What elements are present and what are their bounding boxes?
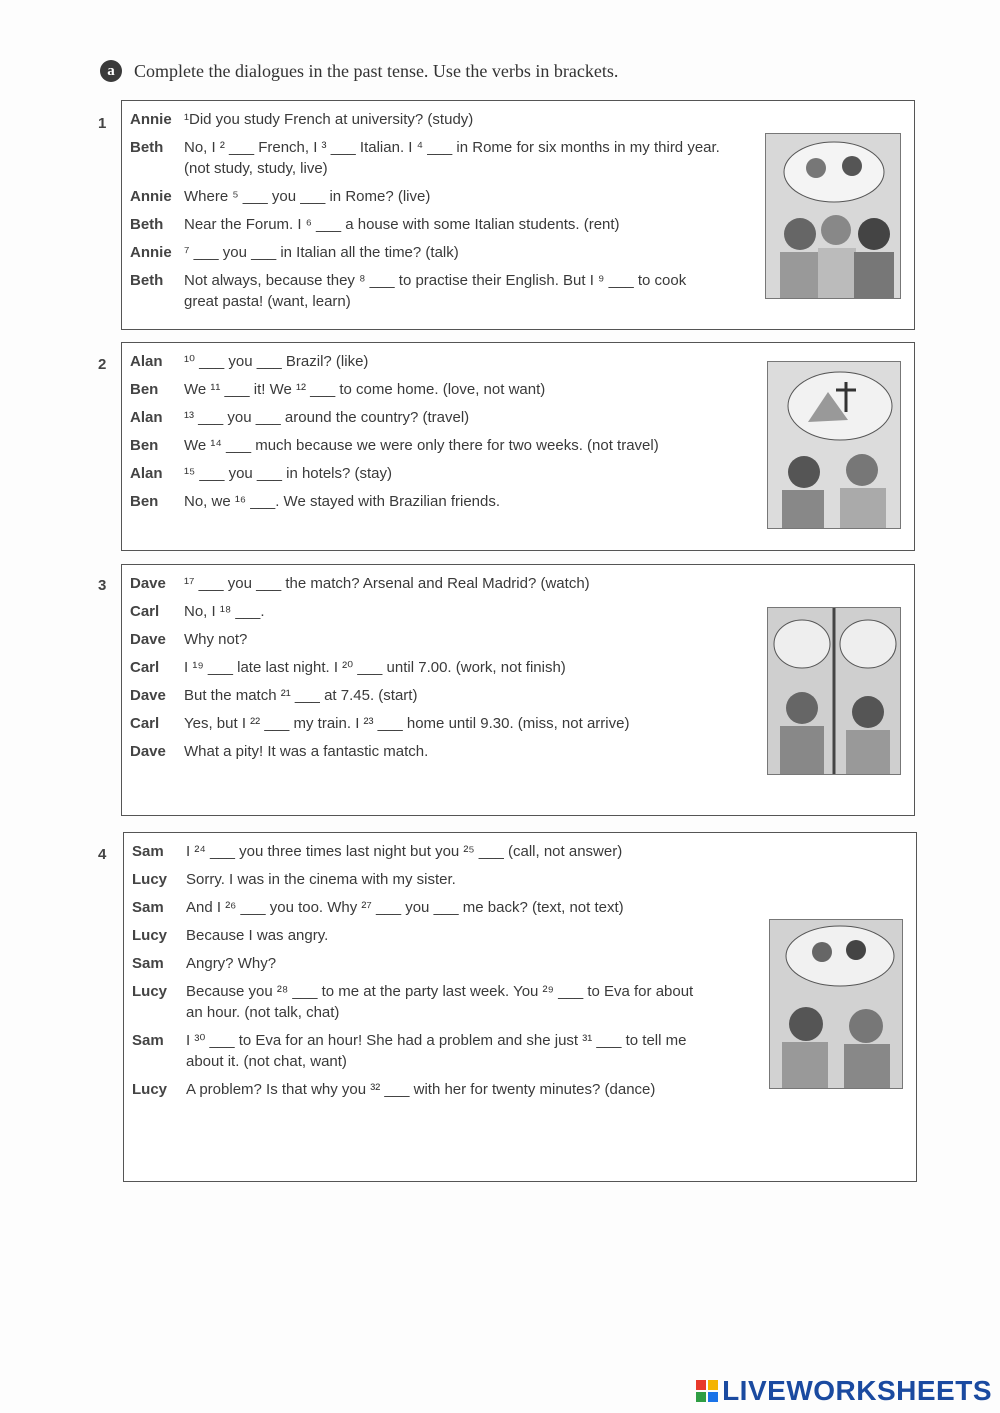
dialogue-line xyxy=(130,685,724,706)
dialogue-section-1 xyxy=(121,100,915,330)
dialogue-line xyxy=(132,1030,746,1072)
liveworksheets-logo xyxy=(696,1375,992,1407)
dialogue-line xyxy=(132,953,746,974)
line-text: Where ⁵ ___ you ___ in Rome? (live) xyxy=(184,188,431,205)
speaker-name: Sam xyxy=(132,1032,164,1049)
dialogue-line xyxy=(130,657,724,678)
speaker-name: Beth xyxy=(130,216,164,233)
speaker-name: Annie xyxy=(130,244,172,261)
line-text: I ³⁰ ___ to Eva for an hour! She had a problem and she just ³¹ ___ to tell me about it. (not chat, want) xyxy=(186,1032,687,1070)
line-text: I ¹⁹ ___ late last night. I ²⁰ ___ until 7.00. (work, not finish) xyxy=(184,659,566,676)
dialogue-section-3 xyxy=(121,564,915,816)
dialogue-section-2 xyxy=(121,342,915,551)
line-text: ¹Did you study French at university? (study) xyxy=(184,111,474,128)
line-text: A problem? Is that why you ³² ___ with her for twenty minutes? (dance) xyxy=(186,1081,656,1098)
speaker-name: Ben xyxy=(130,437,159,454)
dialogue-line xyxy=(130,351,744,372)
illustration-phone-call xyxy=(767,607,901,775)
illustration-students-pasta xyxy=(765,133,901,299)
speaker-name: Dave xyxy=(130,743,166,760)
speaker-name: Ben xyxy=(130,493,159,510)
speaker-name: Carl xyxy=(130,603,160,620)
exercise-header xyxy=(100,60,618,82)
speaker-name: Alan xyxy=(130,353,163,370)
dialogue-line xyxy=(130,629,724,650)
instruction-text: Complete the dialogues in the past tense. Use the verbs in brackets. xyxy=(134,60,619,81)
speaker-name: Beth xyxy=(130,272,164,289)
speaker-name: Lucy xyxy=(132,927,168,944)
speaker-name: Dave xyxy=(130,687,166,704)
speaker-name: Dave xyxy=(130,631,166,648)
line-text: We ¹¹ ___ it! We ¹² ___ to come home. (love, not want) xyxy=(184,381,546,398)
line-text: ¹⁷ ___ you ___ the match? Arsenal and Real Madrid? (watch) xyxy=(184,575,590,592)
dialogue-line xyxy=(132,925,746,946)
speaker-name: Alan xyxy=(130,409,163,426)
speaker-name: Sam xyxy=(132,955,164,972)
line-text: Sorry. I was in the cinema with my sister. xyxy=(186,871,456,888)
dialogue-line xyxy=(132,869,746,890)
speaker-name: Annie xyxy=(130,111,172,128)
dialogue-line xyxy=(130,491,744,512)
line-text: Near the Forum. I ⁶ ___ a house with some Italian students. (rent) xyxy=(184,216,620,233)
dialogue-section-4 xyxy=(123,832,917,1182)
logo-text: LIVEWORKSHEETS xyxy=(722,1375,992,1406)
section-number: 1 xyxy=(98,115,107,132)
speaker-name: Ben xyxy=(130,381,159,398)
dialogue-line xyxy=(130,713,724,734)
dialogue-line xyxy=(132,897,746,918)
speaker-name: Dave xyxy=(130,575,166,592)
illustration-friends-brazil xyxy=(767,361,901,529)
line-text: But the match ²¹ ___ at 7.45. (start) xyxy=(184,687,418,704)
line-text: Angry? Why? xyxy=(186,955,277,972)
line-text: Why not? xyxy=(184,631,248,648)
speaker-name: Alan xyxy=(130,465,163,482)
dialogue-line xyxy=(132,841,746,862)
dialogue-line xyxy=(130,214,734,235)
dialogue-line xyxy=(130,463,744,484)
speaker-name: Beth xyxy=(130,139,164,156)
dialogue-line xyxy=(130,109,734,130)
dialogue-line xyxy=(130,407,744,428)
line-text: ¹⁵ ___ you ___ in hotels? (stay) xyxy=(184,465,393,482)
dialogue-line xyxy=(130,186,734,207)
line-text: ⁷ ___ you ___ in Italian all the time? (talk) xyxy=(184,244,459,261)
dialogue-line xyxy=(130,573,724,594)
line-text: And I ²⁶ ___ you too. Why ²⁷ ___ you ___ me back? (text, not text) xyxy=(186,899,624,916)
dialogue-line xyxy=(130,137,734,179)
speaker-name: Carl xyxy=(130,659,160,676)
dialogue-line xyxy=(130,270,734,312)
line-text: What a pity! It was a fantastic match. xyxy=(184,743,429,760)
line-text: We ¹⁴ ___ much because we were only there for two weeks. (not travel) xyxy=(184,437,659,454)
dialogue-line xyxy=(132,981,746,1023)
speaker-name: Annie xyxy=(130,188,172,205)
speaker-name: Lucy xyxy=(132,1081,168,1098)
line-text: I ²⁴ ___ you three times last night but you ²⁵ ___ (call, not answer) xyxy=(186,843,623,860)
illustration-party-couple xyxy=(769,919,903,1089)
line-text: ¹³ ___ you ___ around the country? (travel) xyxy=(184,409,470,426)
dialogue-line xyxy=(130,242,734,263)
section-number: 4 xyxy=(98,846,107,863)
line-text: No, I ² ___ French, I ³ ___ Italian. I ⁴ ___ in Rome for six months in my third year. (not study, study, live) xyxy=(184,139,720,177)
dialogue-line xyxy=(130,741,724,762)
line-text: Because I was angry. xyxy=(186,927,329,944)
line-text: Because you ²⁸ ___ to me at the party last week. You ²⁹ ___ to Eva for about an hour. (not talk, chat) xyxy=(186,983,694,1021)
line-text: Not always, because they ⁸ ___ to practise their English. But I ⁹ ___ to cook great pasta! (want, learn) xyxy=(184,272,687,310)
dialogue-line xyxy=(130,601,724,622)
exercise-badge: a xyxy=(100,60,122,82)
speaker-name: Lucy xyxy=(132,871,168,888)
line-text: ¹⁰ ___ you ___ Brazil? (like) xyxy=(184,353,369,370)
dialogue-line xyxy=(132,1079,746,1100)
section-number: 2 xyxy=(98,356,107,373)
logo-icon xyxy=(696,1380,718,1402)
speaker-name: Sam xyxy=(132,843,164,860)
dialogue-line xyxy=(130,379,744,400)
section-number: 3 xyxy=(98,577,107,594)
speaker-name: Carl xyxy=(130,715,160,732)
line-text: No, I ¹⁸ ___. xyxy=(184,603,265,620)
line-text: No, we ¹⁶ ___. We stayed with Brazilian friends. xyxy=(184,493,501,510)
dialogue-line xyxy=(130,435,744,456)
speaker-name: Lucy xyxy=(132,983,168,1000)
line-text: Yes, but I ²² ___ my train. I ²³ ___ home until 9.30. (miss, not arrive) xyxy=(184,715,630,732)
speaker-name: Sam xyxy=(132,899,164,916)
